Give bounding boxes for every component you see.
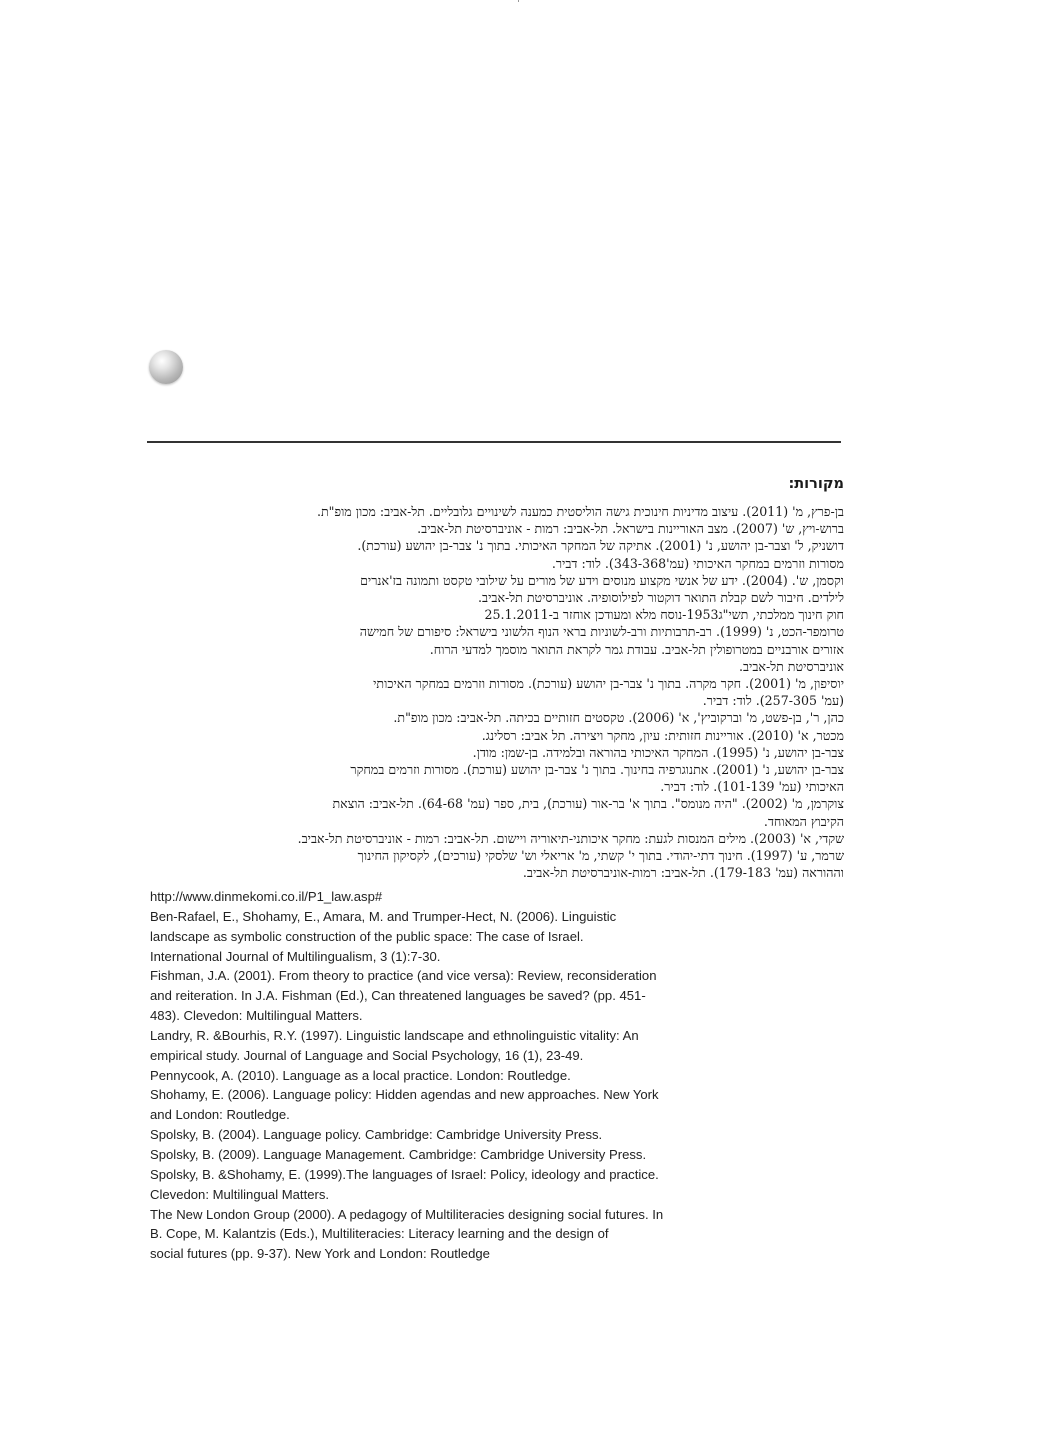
top-crop-mark (518, 0, 519, 2)
english-references (150, 887, 730, 1264)
english-reference-line: Clevedon: Multilingual Matters. (150, 1186, 330, 1202)
hebrew-reference-list (150, 503, 844, 881)
english-reference-line: social futures (pp. 9-37). New York and London: Routledge (150, 1246, 490, 1262)
hebrew-reference-line: הקיבוץ המאוחד. (763, 813, 844, 829)
english-reference-line: Landry, R. &Bourhis, R.Y. (1997). Linguistic landscape and ethnolinguistic vitality: An (150, 1027, 639, 1043)
hebrew-reference-line: לילדים. חיבור לשם קבלת התואר דוקטור לפילוסופיה. אוניברסיטת תל-אביב. (478, 590, 844, 606)
reference-url: http://www.dinmekomi.co.il/P1_law.asp# (150, 889, 383, 904)
english-reference-line: International Journal of Multilingualism, 3 (1):7-30. (150, 948, 441, 964)
hebrew-reference-line: אזורים אורבניים במטרופולין תל-אביב. עבודת גמר לקראת התואר מוסמך למדעי הרוח. (429, 641, 844, 657)
hebrew-reference-line: אוניברסיטת תל-אביב. (738, 658, 844, 674)
hebrew-reference-line: שרמר, ע' (1997). חינוך דתי-יהודי. בתוך י' קשתי, מ' אריאלי וש' שלסקי (עורכים), לקסיקון החינוך (357, 848, 844, 864)
english-reference-line: Ben-Rafael, E., Shohamy, E., Amara, M. and Trumper-Hect, N. (2006). Linguistic (150, 908, 617, 924)
english-reference-line: Pennycook, A. (2010). Language as a local practice. London: Routledge. (150, 1067, 571, 1083)
hebrew-reference-line: צבר-בן יהושע, נ' (1995). המחקר האיכותי בהוראה ובלמידה. בן-שמן: מודן. (472, 744, 844, 760)
hebrew-references (150, 474, 844, 881)
english-reference-line: Spolsky, B. &Shohamy, E. (1999).The languages of Israel: Policy, ideology and practice. (150, 1166, 659, 1182)
english-reference-line: and London: Routledge. (150, 1107, 290, 1123)
english-reference-line: landscape as symbolic construction of the public space: The case of Israel. (150, 928, 584, 944)
references-title: מקורות: (788, 476, 844, 492)
english-reference-list (150, 887, 730, 1264)
hebrew-reference-line: מכטר, א' (2010). אוריינות חזותית: עיון, מחקר ויצירה. תל אביב: רסלינג. (481, 727, 844, 743)
hebrew-reference-line: דושניק, ל' וצבר-בן יהושע, נ' (2001). אתיקה של המחקר האיכותי. בתוך נ' צבר-בן יהושע (עורכת). (357, 538, 844, 554)
hebrew-reference-line: טרומפר-הכט, נ' (1999). רב-תרבותיות ורב-לשוניות בראי הנוף הלשוני בישראל: סיפורם של חמישה (359, 624, 844, 640)
english-reference-line: B. Cope, M. Kalantzis (Eds.), Multiliteracies: Literacy learning and the design of (150, 1226, 609, 1242)
hebrew-reference-line: צוקרמן, מ' (2002). "היה מנומס". בתוך א' בר-אור (עורכת), בית, ספר (עמ' 64-68). תל-אביב: הוצאת (332, 796, 844, 812)
english-reference-line: and reiteration. In J.A. Fishman (Ed.), Can threatened languages be saved? (pp. 451- (150, 988, 646, 1004)
english-reference-line: empirical study. Journal of Language and Social Psychology, 16 (1), 23-49. (150, 1047, 584, 1063)
hebrew-reference-line: וההוראה (עמ' 179-183). תל-אביב: רמות-אוניברסיטת תל-אביב. (522, 865, 844, 881)
english-reference-line: Spolsky, B. (2009). Language Management. Cambridge: Cambridge University Press. (150, 1146, 647, 1162)
english-reference-line: Fishman, J.A. (2001). From theory to practice (and vice versa): Review, reconsideration (150, 968, 657, 984)
hebrew-reference-line: האיכותי (עמ' 101-139). לוד: דביר. (660, 779, 844, 795)
english-reference-line: 483). Clevedon: Multilingual Matters. (150, 1008, 363, 1024)
hebrew-reference-line: מסורות וזרמים במחקר האיכותי (עמ'343-368). לוד: דביר. (551, 555, 844, 571)
hebrew-reference-line: חוק חינוך ממלכתי, תשי"ג1953-נוסח מלא ומעודכן אוחזר ב-25.1.2011 (484, 607, 844, 623)
hebrew-reference-line: יוסיפון, מ' (2001). חקר מקרה. בתוך נ' צבר-בן יהושע (עורכת). מסורות וזרמים במחקר האיכותי (373, 676, 844, 692)
english-reference-line: Spolsky, B. (2004). Language policy. Cambridge: Cambridge University Press. (150, 1127, 603, 1143)
hebrew-reference-line: צבר-בן יהושע, נ' (2001). אתנוגרפיה בחינוך. בתוך נ' צבר-בן יהושע (עורכת). מסורות וזרמים במחקר (350, 762, 844, 778)
section-divider (147, 441, 841, 443)
hebrew-reference-line: וקסמן, ש'. (2004). ידע של אנשי מקצוע מנוסים וידע של מורים על שילובי טקסט ותמונה בז'אנרים (360, 572, 844, 588)
hebrew-reference-line: ברוש-ויץ, ש' (2007). מצב האוריינות בישראל. תל-אביב: רמות - אוניברסיטת תל-אביב. (417, 521, 844, 537)
hebrew-reference-line: (עמ' 257-305). לוד: דביר. (702, 693, 844, 709)
english-reference-line: Shohamy, E. (2006). Language policy: Hidden agendas and new approaches. New York (150, 1087, 659, 1103)
hebrew-reference-line: בן-פרץ, מ' (2011). עיצוב מדיניות חינוכית גישה הוליסטית כמענה לשינויים גלובליים. תל-אביב: מכון מופ"ת. (317, 504, 844, 519)
hebrew-reference-line: שקדי, א' (2003). מילים המנסות לגעת: מחקר איכותני-תיאוריה ויישום. תל-אביב: רמות - אוניברסיטת תל-אביב. (297, 830, 844, 846)
decorative-sphere-icon (149, 350, 183, 384)
hebrew-reference-line: כהן, ר', בן-פשט, מ' וברקוביץ', א' (2006). טקסטים חזותיים בכיתה. תל-אביב: מכון מופ"ת. (393, 710, 844, 726)
english-reference-line: The New London Group (2000). A pedagogy of Multiliteracies designing social futures. In (150, 1206, 664, 1222)
